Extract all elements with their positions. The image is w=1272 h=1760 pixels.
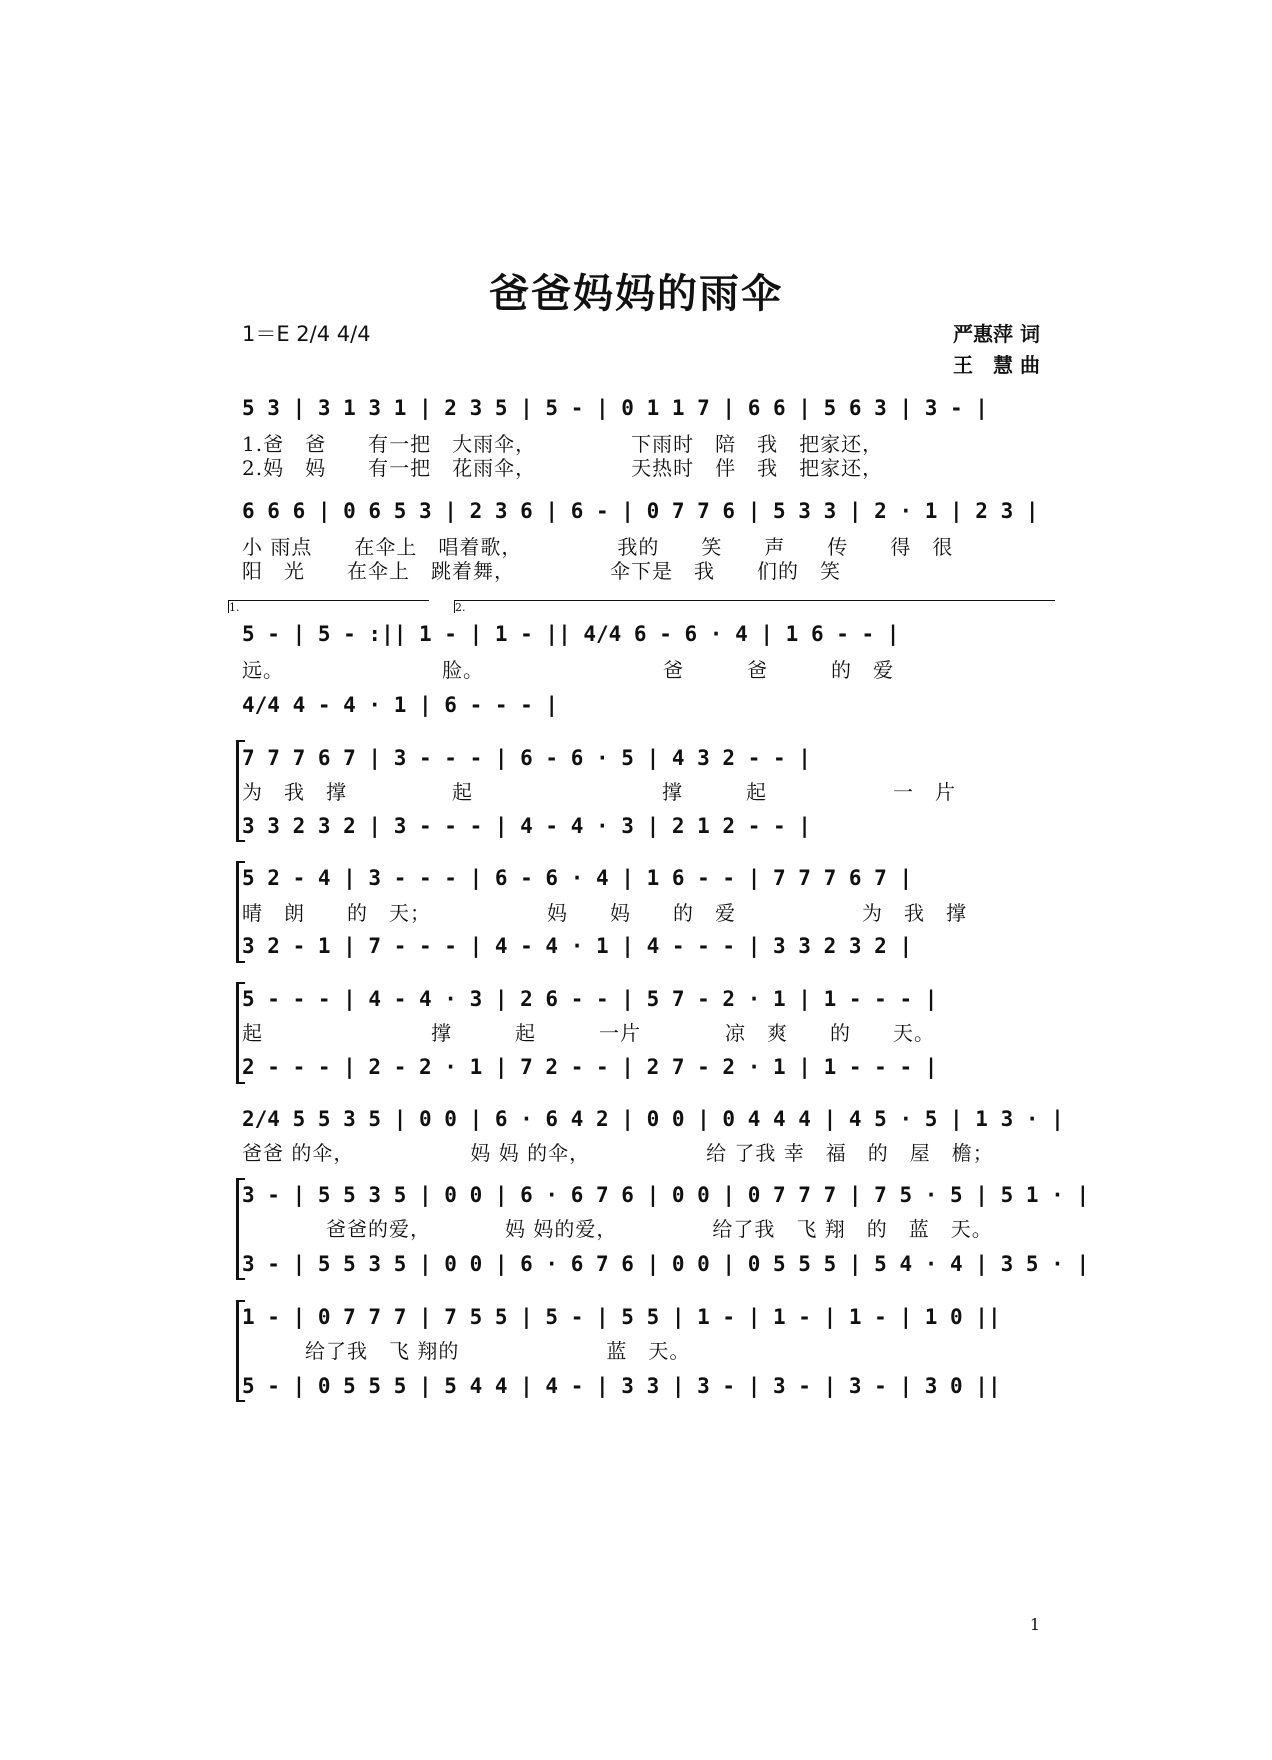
notation-lower-voice: 4/4 4 - 4 · 1 | 6 - - - | [242,693,559,717]
composer-credit: 王 慧 曲 [953,353,1040,377]
lyric-line: 爸爸的爱， 妈 妈的爱， 给了我 飞 翔 的 蓝 天。 [242,1217,993,1241]
lyric-line: 1.爸 爸 有一把 大雨伞， 下雨时 陪 我 把家还， [242,432,884,456]
notation-line: 6 6 6 | 0 6 5 3 | 2 3 6 | 6 - | 0 7 7 6 | 5 3 3 | 2 · 1 | 2 3 | [242,499,1039,523]
lyric-line: 起 撑 起 一片 凉 爽 的 天。 [242,1021,935,1045]
lyric-line: 为 我 撑 起 撑 起 一 片 [242,780,956,804]
notation-lower-voice: 3 - | 5 5 3 5 | 0 0 | 6 · 6 7 6 | 0 0 | 0 5 5 5 | 5 4 · 4 | 3 5 · | [242,1252,1090,1276]
lyric-line: 给了我 飞 翔的 蓝 天。 [242,1339,691,1363]
notation-line: 5 3 | 3 1 3 1 | 2 3 5 | 5 - | 0 1 1 7 | 6 6 | 5 6 3 | 3 - | [242,396,988,420]
notation-line: 5 - - - | 4 - 4 · 3 | 2 6 - - | 5 7 - 2 · 1 | 1 - - - | [242,987,938,1011]
lyric-line: 远。 脸。 爸 爸 的 爱 [242,658,894,682]
volta-second: 2. [454,600,1055,613]
notation-lower-voice: 3 2 - 1 | 7 - - - | 4 - 4 · 1 | 4 - - - | 3 3 2 3 2 | [242,934,913,958]
notation-line: 7 7 7 6 7 | 3 - - - | 6 - 6 · 5 | 4 3 2 - - | [242,746,811,770]
notation-line: 1 - | 0 7 7 7 | 7 5 5 | 5 - | 5 5 | 1 - | 1 - | 1 - | 1 0 || [242,1305,1001,1329]
lyricist-credit: 严惠萍 词 [953,322,1040,346]
lyric-line: 2.妈 妈 有一把 花雨伞， 天热时 伴 我 把家还， [242,456,884,480]
song-title: 爸爸妈妈的雨伞 [489,270,783,317]
volta-first: 1. [228,600,429,613]
lyric-line: 晴 朗 的 天； 妈 妈 的 爱 为 我 撑 [242,901,967,925]
page-number: 1 [1029,1615,1040,1634]
notation-lower-voice: 2 - - - | 2 - 2 · 1 | 7 2 - - | 2 7 - 2 · 1 | 1 - - - | [242,1055,938,1079]
key-signature: 1＝E 2/4 4/4 [242,322,371,346]
notation-line: 5 2 - 4 | 3 - - - | 6 - 6 · 4 | 1 6 - - | 7 7 7 6 7 | [242,866,913,890]
lyric-line: 阳 光 在伞上 跳着舞， 伞下是 我 们的 笑 [242,559,841,583]
notation-lower-voice: 5 - | 0 5 5 5 | 5 4 4 | 4 - | 3 3 | 3 - | 3 - | 3 - | 3 0 || [242,1374,1001,1398]
lyric-line: 小 雨点 在伞上 唱着歌， 我的 笑 声 传 得 很 [242,535,954,559]
notation-line: 3 - | 5 5 3 5 | 0 0 | 6 · 6 7 6 | 0 0 | 0 7 7 7 | 7 5 · 5 | 5 1 · | [242,1183,1090,1207]
lyric-line: 爸爸 的伞， 妈 妈 的伞， 给 了我 幸 福 的 屋 檐； [242,1141,994,1165]
notation-line: 5 - | 5 - :|| 1 - | 1 - || 4/4 6 - 6 · 4 | 1 6 - - | [242,622,900,646]
notation-lower-voice: 3 3 2 3 2 | 3 - - - | 4 - 4 · 3 | 2 1 2 - - | [242,814,811,838]
notation-line: 2/4 5 5 3 5 | 0 0 | 6 · 6 4 2 | 0 0 | 0 4 4 4 | 4 5 · 5 | 1 3 · | [242,1107,1064,1131]
